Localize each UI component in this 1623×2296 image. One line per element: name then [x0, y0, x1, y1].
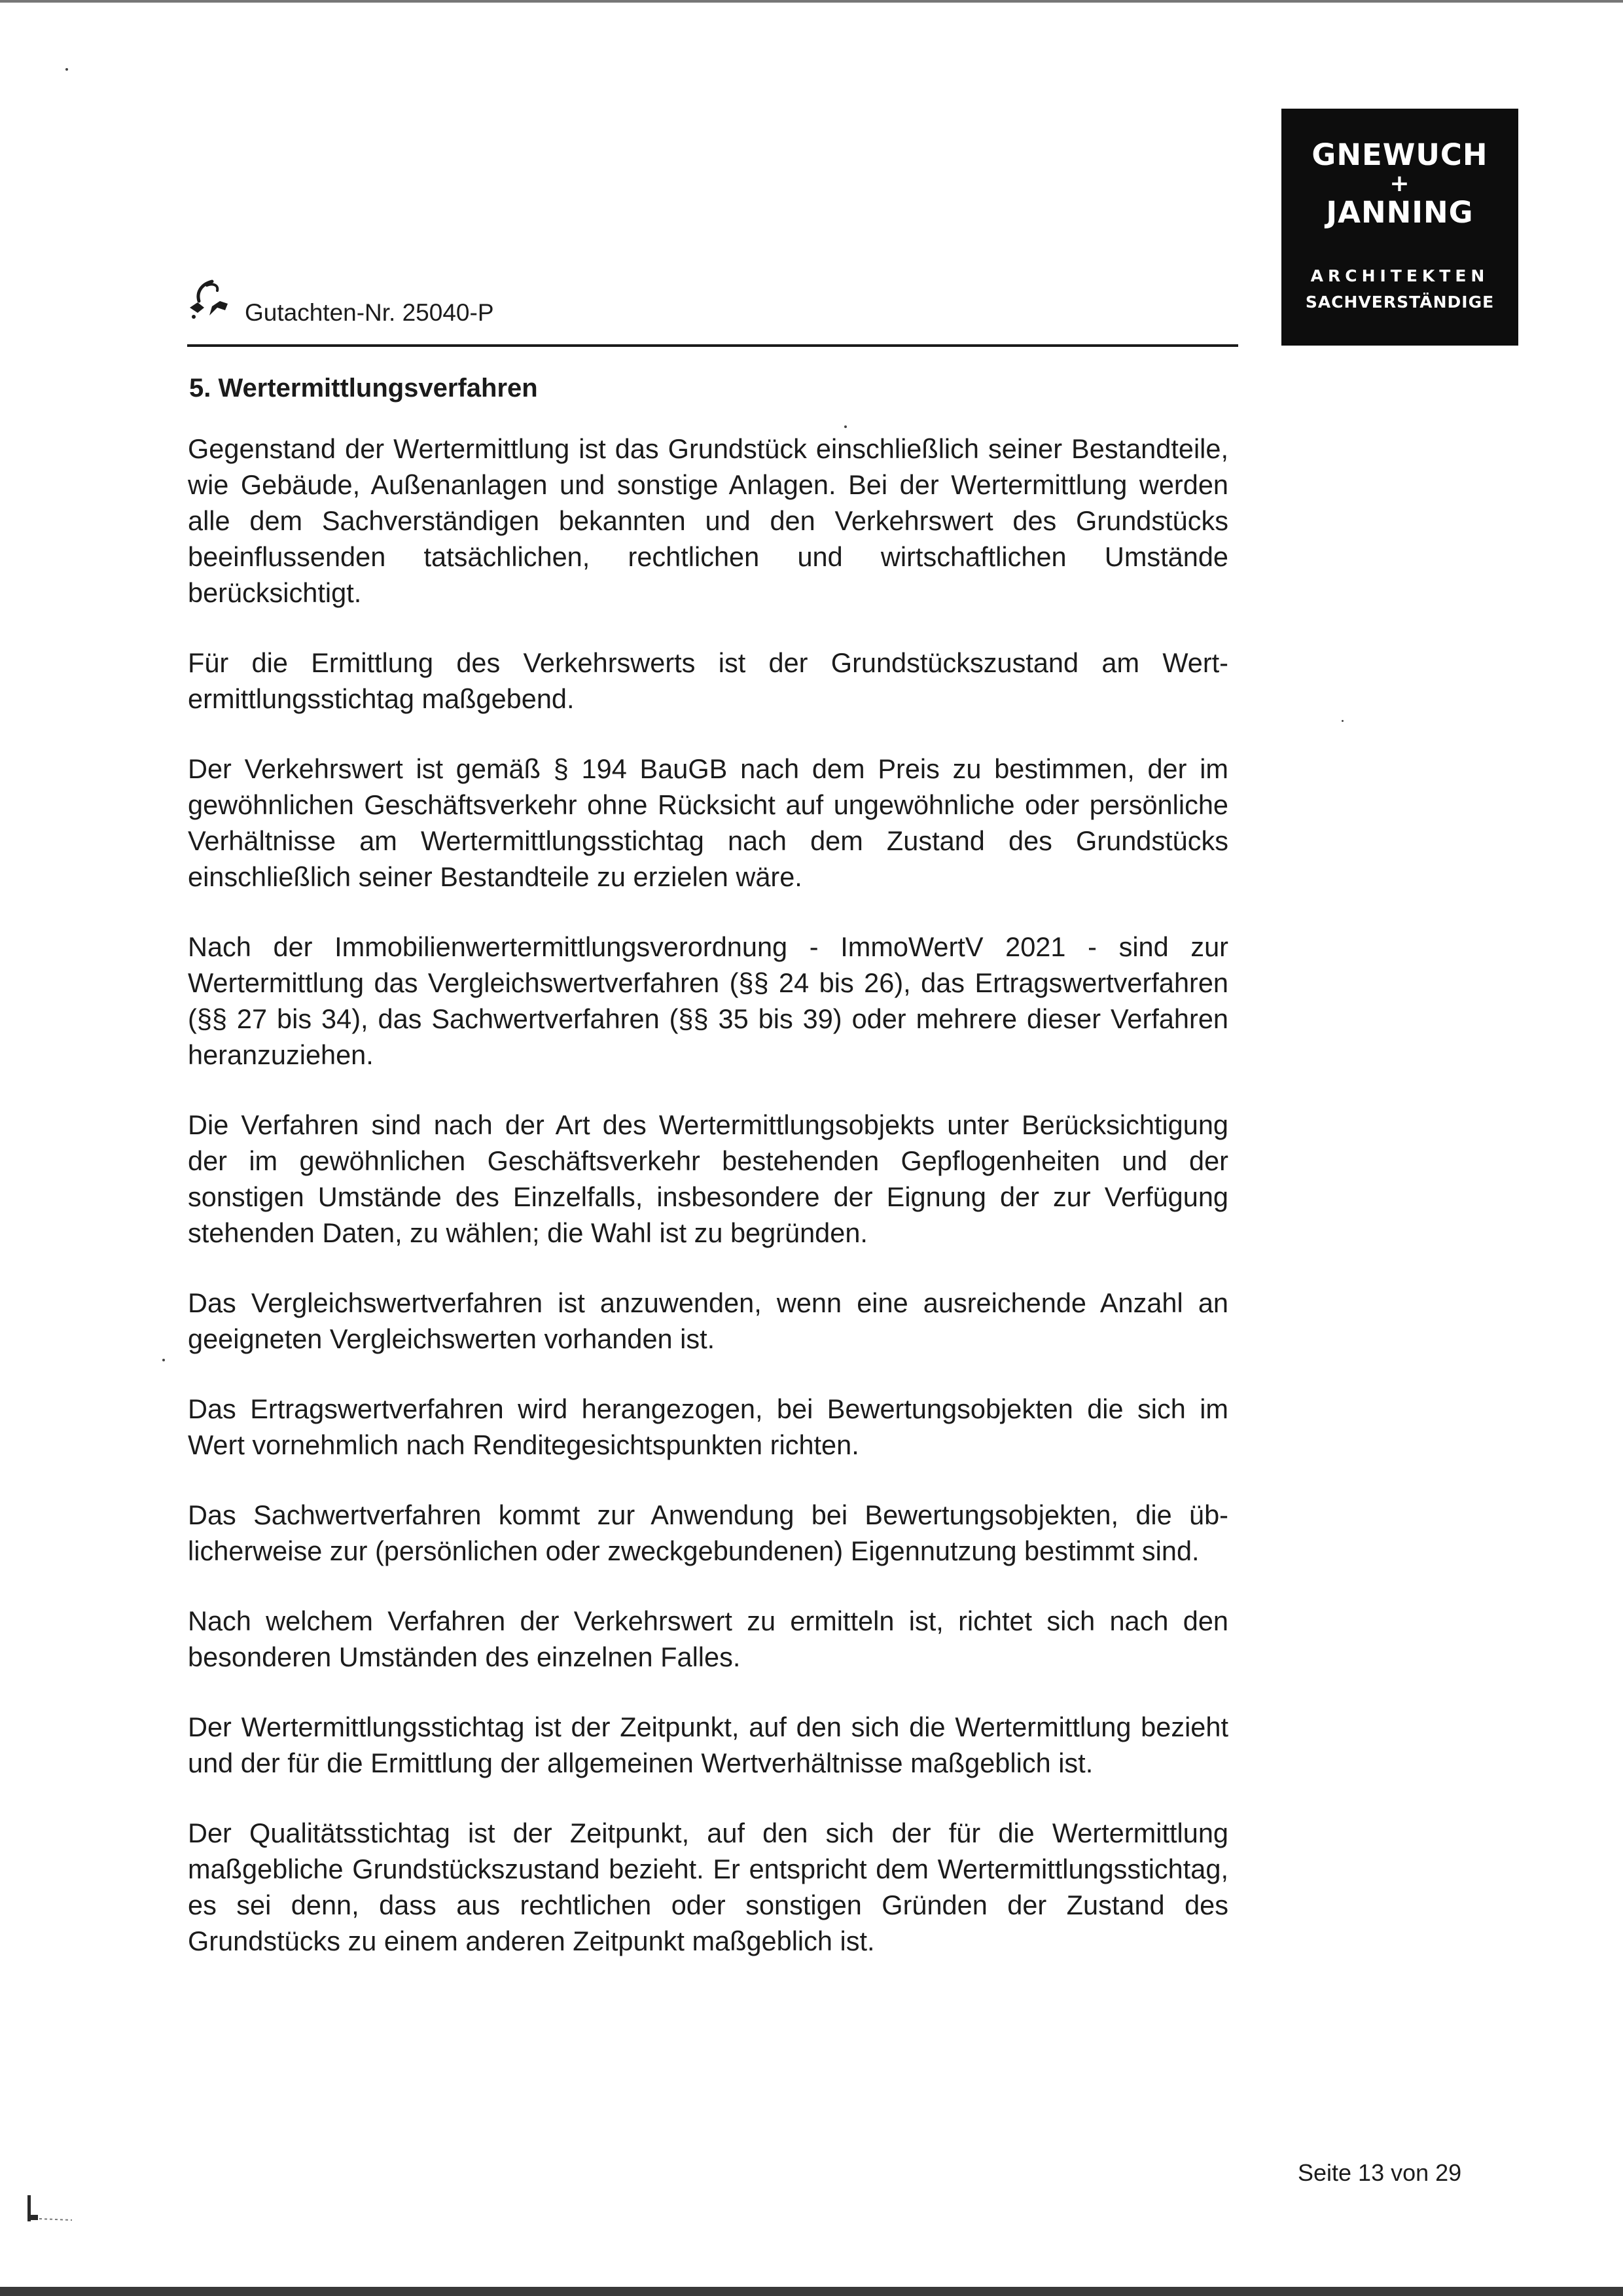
scan-bottom-edge — [0, 2287, 1623, 2296]
report-reference-number: Gutachten-Nr. 25040-P — [245, 299, 494, 326]
page-number: Seite 13 von 29 — [1298, 2159, 1462, 2186]
section-heading: 5. Wertermittlungsverfahren — [189, 374, 538, 403]
logo-subtitle-sachverstaendige: SACHVERSTÄNDIGE — [1305, 293, 1495, 312]
header-divider — [187, 344, 1238, 347]
paragraph-5: Die Verfahren sind nach der Art des Wertermittlungsobjekts unter Berücksichtigung der im gewöhnlichen Geschäftsverkehr bestehenden Gepflogenheiten und der sonstigen Umstände des Einzelfalls, insbesondere der Eignung der zur Verfügung stehenden Daten, zu wählen; die Wahl ist zu begründen. — [188, 1109, 1228, 1248]
paragraph-2: Für die Ermittlung des Verkehrswerts ist der Grundstückszustand am Wertermittlungsstichtag maßgebend. — [188, 647, 1228, 714]
scan-speck — [1342, 720, 1344, 722]
paragraph-1: Gegenstand der Wertermittlung ist das Grundstück einschließlich seiner Bestandteile, wie Gebäude, Außenanlagen und sonstige Anlagen. Bei der Wertermittlung werden alle dem Sachverständigen bekannten und den Verkehrswert des Grundstücks beeinflussenden tatsächlichen, rechtlichen und wirtschaftlichen Umstände berücksichtigt. — [188, 433, 1228, 608]
logo-name-gnewuch: GNEWUCH — [1311, 137, 1488, 172]
paragraph-6: Das Vergleichswertverfahren ist anzuwenden, wenn eine ausreichende Anzahl an geeigneten Vergleichswerten vorhanden ist. — [188, 1287, 1228, 1354]
scan-speck — [65, 68, 68, 71]
paragraph-10: Der Wertermittlungsstichtag ist der Zeitpunkt, auf den sich die Wertermittlung bezieht und der für die Ermittlung der allgemeinen Wertverhältnisse maßgeblich ist. — [188, 1712, 1228, 1778]
firm-logo — [1281, 109, 1518, 346]
logo-subtitle-architekten: ARCHITEKTEN — [1310, 266, 1489, 285]
page-content — [188, 370, 1228, 1993]
logo-name-janning: JANNING — [1326, 195, 1474, 230]
paragraph-9: Nach welchem Verfahren der Verkehrswert zu ermitteln ist, richtet sich nach den besonderen Umständen des einzelnen Falles. — [188, 1605, 1228, 1672]
scan-top-edge — [0, 0, 1623, 3]
firm-emblem-icon — [187, 278, 230, 322]
scan-corner-mark — [26, 2191, 105, 2224]
paragraph-7: Das Ertragswertverfahren wird herangezogen, bei Bewertungsobjekten die sich im Wert vornehmlich nach Renditegesichtspunkten richten. — [188, 1393, 1228, 1460]
scan-speck — [844, 425, 847, 428]
paragraph-3: Der Verkehrswert ist gemäß § 194 BauGB nach dem Preis zu bestimmen, der im gewöhnlichen Geschäftsverkehr ohne Rücksicht auf ungewöhnliche oder persönliche Verhältnisse am Wertermittlungsstichtag nach dem Zustand des Grundstücks einschließlich seiner Bestandteile zu erzielen wäre. — [188, 753, 1228, 892]
logo-plus-sign: + — [1389, 170, 1410, 197]
scan-speck — [162, 1359, 165, 1361]
paragraph-8: Das Sachwertverfahren kommt zur Anwendung bei Bewertungsobjekten, die üblicherweise zur (persönlichen oder zweckgebundenen) Eigennutzung bestimmt sind. — [188, 1499, 1228, 1566]
paragraph-4: Nach der Immobilienwertermittlungsverordnung - ImmoWertV 2021 - sind zur Wertermittlung das Vergleichswertverfahren (§§ 24 bis 26), das Ertragswertverfahren (§§ 27 bis 34), das Sachwertverfahren (§§ 35 bis 39) oder mehrere dieser Verfahren heranzuziehen. — [188, 931, 1228, 1070]
paragraph-11: Der Qualitätsstichtag ist der Zeitpunkt, auf den sich der für die Wertermittlung maßgebliche Grundstückszustand bezieht. Er entspricht dem Wertermittlungsstichtag, es sei denn, dass aus rechtlichen oder sonstigen Gründen der Zustand des Grundstücks zu einem anderen Zeitpunkt maßgeblich ist. — [188, 1818, 1228, 1956]
